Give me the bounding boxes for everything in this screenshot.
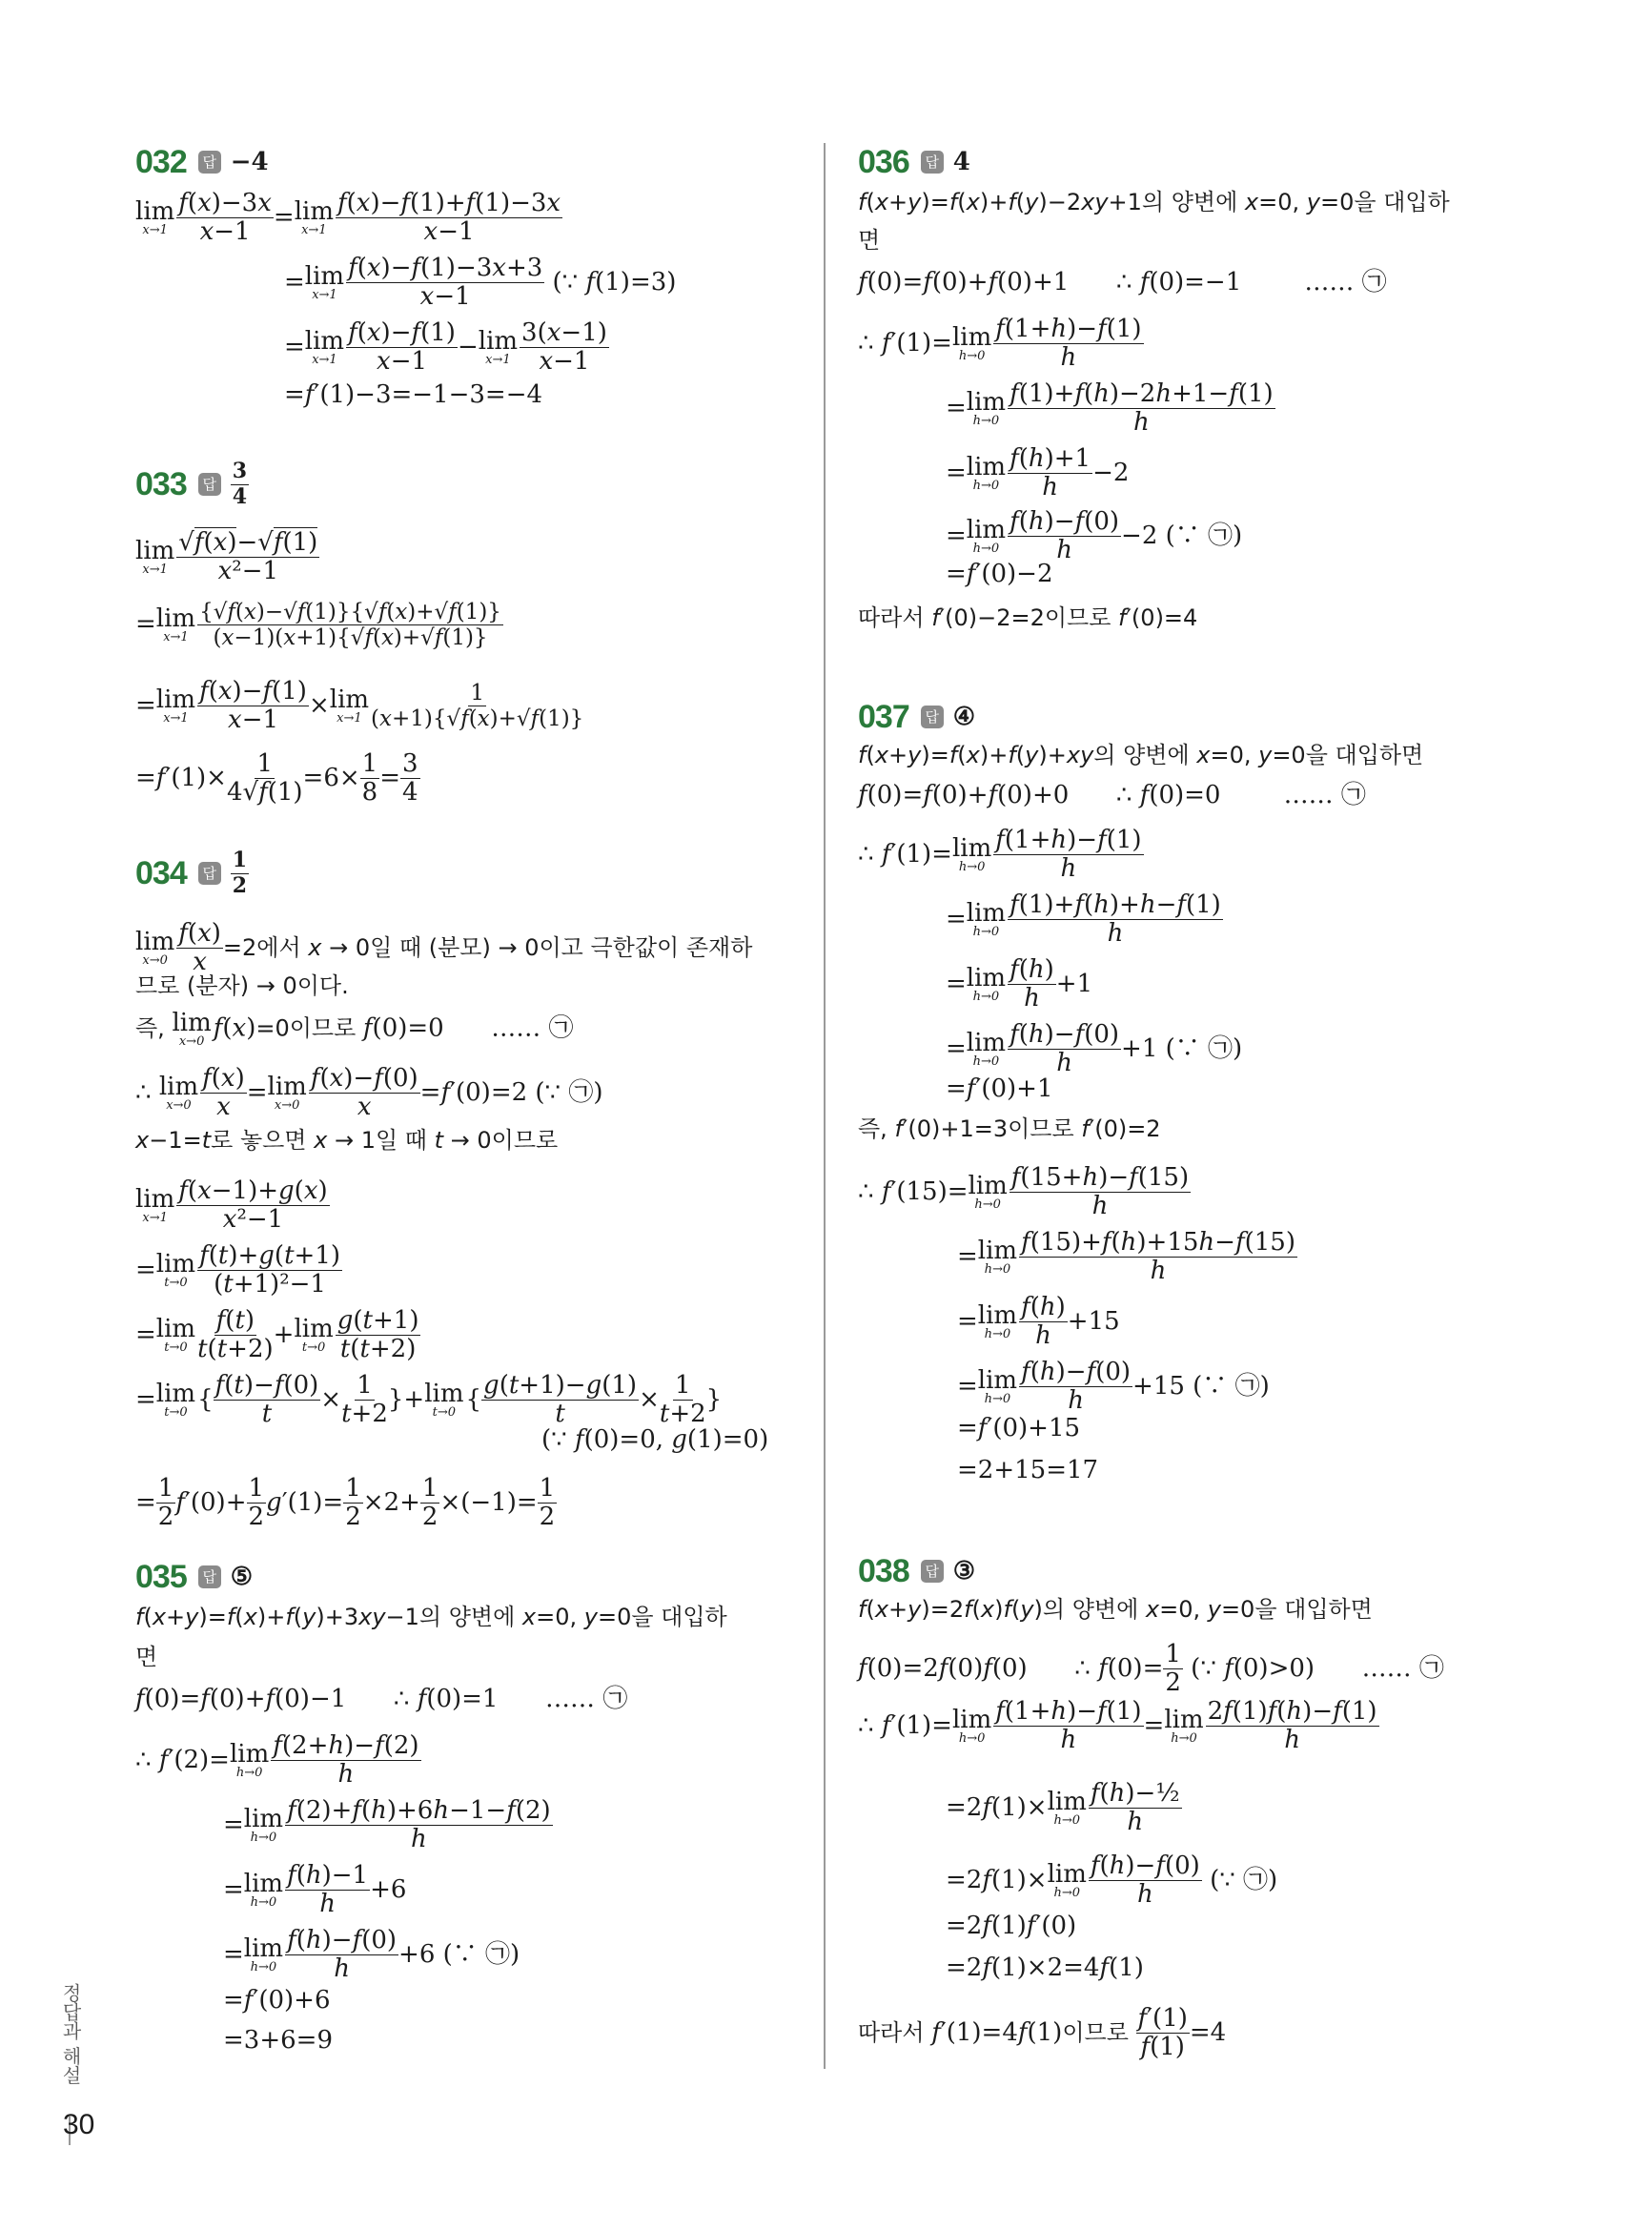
- side-section-label: [57, 1983, 95, 2091]
- solution-line: (∵ f(0)=0, g(1)=0): [541, 1425, 769, 1454]
- solution-line: =f′(0)+15: [957, 1414, 1081, 1442]
- solution-line: ∴ f′(2)=lim h→0 $\frac{f(2+h)-f(2)}{h}$: [135, 1731, 419, 1790]
- solution-line: =lim h→0 $\frac{f(h)-f(0)}{h}$ +15 (∵ ㉠): [957, 1358, 1270, 1416]
- problem-number: 038: [858, 1552, 909, 1589]
- problem-number: 037: [858, 698, 909, 735]
- problem-number: 035: [135, 1558, 187, 1595]
- page-number: 30: [63, 2109, 95, 2140]
- solution-line: =lim h→0 $\frac{f(h)-1}{h}$ +6: [223, 1861, 407, 1919]
- solution-line: ∴ lim x→0 $\frac{f(x)}{x}$ =lim x→0 $\frac{f(x)-f(0)}{x}$ =f′(0)=2 (∵ ㉠): [135, 1064, 603, 1122]
- problem-035: [135, 1556, 253, 1598]
- solution-line: =lim x→1 $\frac{f(x)-f(1)}{x-1}$ −lim x→1 $\frac{3(x-1)}{x-1}$: [284, 318, 607, 377]
- solution-line: ∴ f′(15)=lim h→0 $\frac{f(15+h)-f(15)}{h}$: [858, 1163, 1190, 1221]
- answer-badge: 답: [198, 473, 221, 496]
- solution-line: =f′(0)+1: [946, 1074, 1053, 1103]
- solution-line: ∴ f′(1)=lim h→0 $\frac{f(1+h)-f(1)}{h}$: [858, 826, 1142, 884]
- solution-line: 면: [858, 227, 881, 254]
- problem-032: [135, 141, 269, 183]
- solution-line: =lim h→0 $\frac{f(15)+f(h)+15h-f(15)}{h}$: [957, 1228, 1295, 1286]
- solution-line: f(0)=f(0)+f(0)+1 ∴ f(0)=−1 …… ㉠: [858, 268, 1387, 297]
- solution-line: ∴ f′(1)=lim h→0 $\frac{f(1+h)-f(1)}{h}$ =lim h→0 $\frac{2f(1)f(h)-f(1)}{h}$: [858, 1697, 1377, 1755]
- answer-badge: 답: [921, 151, 944, 174]
- solution-line: 면: [135, 1644, 158, 1670]
- column-divider: [824, 143, 826, 2069]
- solution-line: =lim h→0 $\frac{f(h)+1}{h}$ −2: [946, 444, 1130, 502]
- problem-036: [858, 141, 970, 183]
- solution-line: f(x+y)=f(x)+f(y)−2xy+1의 양변에 x=0, y=0을 대입하: [858, 189, 1450, 215]
- solution-line: =lim x→1 $\frac{\{√f(x)-√f(1)\}\{√f(x)+√f(1)\}}{(x-1)(x+1)\{√f(x)+√f(1)\}}$: [135, 600, 501, 651]
- answer-value: ⑤: [230, 1563, 254, 1591]
- solution-line: =lim h→0 $\frac{f(1)+f(h)+h-f(1)}{h}$: [946, 890, 1221, 949]
- answer-value: 4: [952, 148, 970, 176]
- solution-line: =lim h→0 $\frac{f(2)+f(h)+6h-1-f(2)}{h}$: [223, 1796, 551, 1854]
- solution-line: =f′(1)−3=−1−3=−4: [284, 380, 543, 409]
- solution-line: =lim x→1 $\frac{f(x)-f(1)}{x-1}$ ×lim x→1 $\frac{1}{(x+1)\{√f(x)+√f(1)\}}$: [135, 677, 584, 735]
- solution-line: x−1=t로 놓으면 x → 1일 때 t → 0이므로: [135, 1127, 559, 1154]
- solution-line: f(0)=f(0)+f(0)−1 ∴ f(0)=1 …… ㉠: [135, 1685, 628, 1713]
- problem-037: [858, 696, 975, 738]
- solution-line: =lim x→1 $\frac{f(x)-f(1)-3x+3}{x-1}$ (∵ f(1)=3): [284, 254, 677, 312]
- solution-line: f(x+y)=f(x)+f(y)+xy의 양변에 x=0, y=0을 대입하면: [858, 742, 1424, 768]
- solution-line: =3+6=9: [223, 2026, 333, 2055]
- solution-line: =lim h→0 $\frac{f(1)+f(h)-2h+1-f(1)}{h}$: [946, 379, 1274, 438]
- solution-line: 즉, lim x→0 f(x)=0이므로 f(0)=0 …… ㉠: [135, 1009, 574, 1049]
- solution-line: =lim t→0 { $\frac{f(t)-f(0)}{t}$ × $\frac{1}{t+2}$ }+lim t→0 { $\frac{g(t+1)-g(1)}{t}$ × $\frac{1}{t+2}$ }: [135, 1371, 723, 1429]
- answer-value: ③: [952, 1557, 976, 1586]
- answer-value: −4: [230, 148, 269, 176]
- solution-line: =lim h→0 $\frac{f(h)-f(0)}{h}$ +6 (∵ ㉠): [223, 1926, 520, 1984]
- solution-line: =lim h→0 $\frac{f(h)}{h}$ +1: [946, 955, 1093, 1013]
- answer-badge: 답: [198, 151, 221, 174]
- solution-line: 즉, f′(0)+1=3이므로 f′(0)=2: [858, 1115, 1161, 1142]
- solution-line: =lim t→0 $\frac{f(t)+g(t+1)}{\text{(t+1)²−1}}$: [135, 1241, 341, 1299]
- problem-033: 033 답 3 4: [135, 459, 248, 509]
- solution-line: =lim h→0 $\frac{f(h)-f(0)}{h}$ +1 (∵ ㉠): [946, 1020, 1243, 1078]
- problem-038: [858, 1550, 975, 1592]
- problem-number: 036: [858, 143, 909, 180]
- solution-line: =2+15=17: [957, 1456, 1099, 1484]
- problem-number: 033: [135, 465, 187, 502]
- solution-line: 므로 (분자) → 0이다.: [135, 972, 349, 999]
- answer-badge: 답: [921, 706, 944, 728]
- answer-value: ④: [952, 703, 976, 731]
- solution-line: 따라서 f′(1)=4f(1)이므로 $\frac{f'(1)}{f(1)}$ =4: [858, 2004, 1227, 2062]
- problem-number: 034: [135, 854, 187, 891]
- solution-line: =f′(0)−2: [946, 560, 1053, 588]
- solution-line: lim x→1 $\frac{f(x-1)+g(x)}{\text{x²−1}}$: [135, 1176, 328, 1235]
- answer-badge: 답: [921, 1560, 944, 1583]
- solution-line: =2f(1)f′(0): [946, 1912, 1077, 1940]
- solution-line: ∴ f′(1)=lim h→0 $\frac{f(1+h)-f(1)}{h}$: [858, 315, 1142, 373]
- solution-line: f(x+y)=2f(x)f(y)의 양변에 x=0, y=0을 대입하면: [858, 1596, 1373, 1623]
- solution-line: =2f(1)×lim h→0 $\frac{\text{f(h)−½}}{h}$: [946, 1779, 1180, 1837]
- solution-line: lim x→1 $\frac{√f(x)-√f(1)}{\text{x²−1}}$: [135, 528, 318, 586]
- problem-number: 032: [135, 143, 187, 180]
- solution-line: =2f(1)×2=4f(1): [946, 1954, 1144, 1982]
- solution-line: =lim h→0 $\frac{f(h)}{h}$ +15: [957, 1293, 1120, 1351]
- answer-badge: 답: [198, 862, 221, 885]
- solution-line: =lim t→0 $\frac{f(t)}{t(t+2)}$ +lim t→0 $\frac{g(t+1)}{t(t+2)}$: [135, 1306, 419, 1364]
- solution-line: =lim h→0 $\frac{f(h)-f(0)}{h}$ −2 (∵ ㉠): [946, 507, 1243, 565]
- solution-line: f(x+y)=f(x)+f(y)+3xy−1의 양변에 x=0, y=0을 대입하: [135, 1604, 727, 1630]
- solution-line: lim x→0 $\frac{f(x)}{x}$ =2에서 x → 0일 때 (분모) → 0이고 극한값이 존재하: [135, 919, 753, 977]
- answer-badge: 답: [198, 1565, 221, 1588]
- problem-034: 034 답 1 2: [135, 848, 248, 898]
- solution-line: = $\frac{1}{2}$ f′(0)+ $\frac{1}{2}$ g′(1)= $\frac{1}{2}$ ×2+ $\frac{1}{2}$ ×(−1)= $\frac{1}{2}$: [135, 1474, 556, 1532]
- solution-line: lim x→1 $\frac{f(x)-3x}{x-1}$ =lim x→1 $\frac{f(x)-f(1)+f(1)-3x}{x-1}$: [135, 189, 561, 247]
- solution-line: f(0)=f(0)+f(0)+0 ∴ f(0)=0 …… ㉠: [858, 781, 1366, 809]
- solution-line: =f′(0)+6: [223, 1986, 331, 2015]
- solution-line: 따라서 f′(0)−2=2이므로 f′(0)=4: [858, 604, 1198, 631]
- solution-line: =f′(1)× $\frac{1}{4√f(1)}$ =6× $\frac{1}{8}$ = $\frac{3}{4}$: [135, 749, 418, 808]
- solution-line: f(0)=2f(0)f(0) ∴ f(0)= $\frac{1}{2}$ (∵ f(0)>0) …… ㉠: [858, 1640, 1444, 1698]
- solution-line: =2f(1)×lim h→0 $\frac{f(h)-f(0)}{h}$ (∵ ㉠): [946, 1852, 1278, 1910]
- section-label: 정답과 해설: [59, 1983, 82, 2085]
